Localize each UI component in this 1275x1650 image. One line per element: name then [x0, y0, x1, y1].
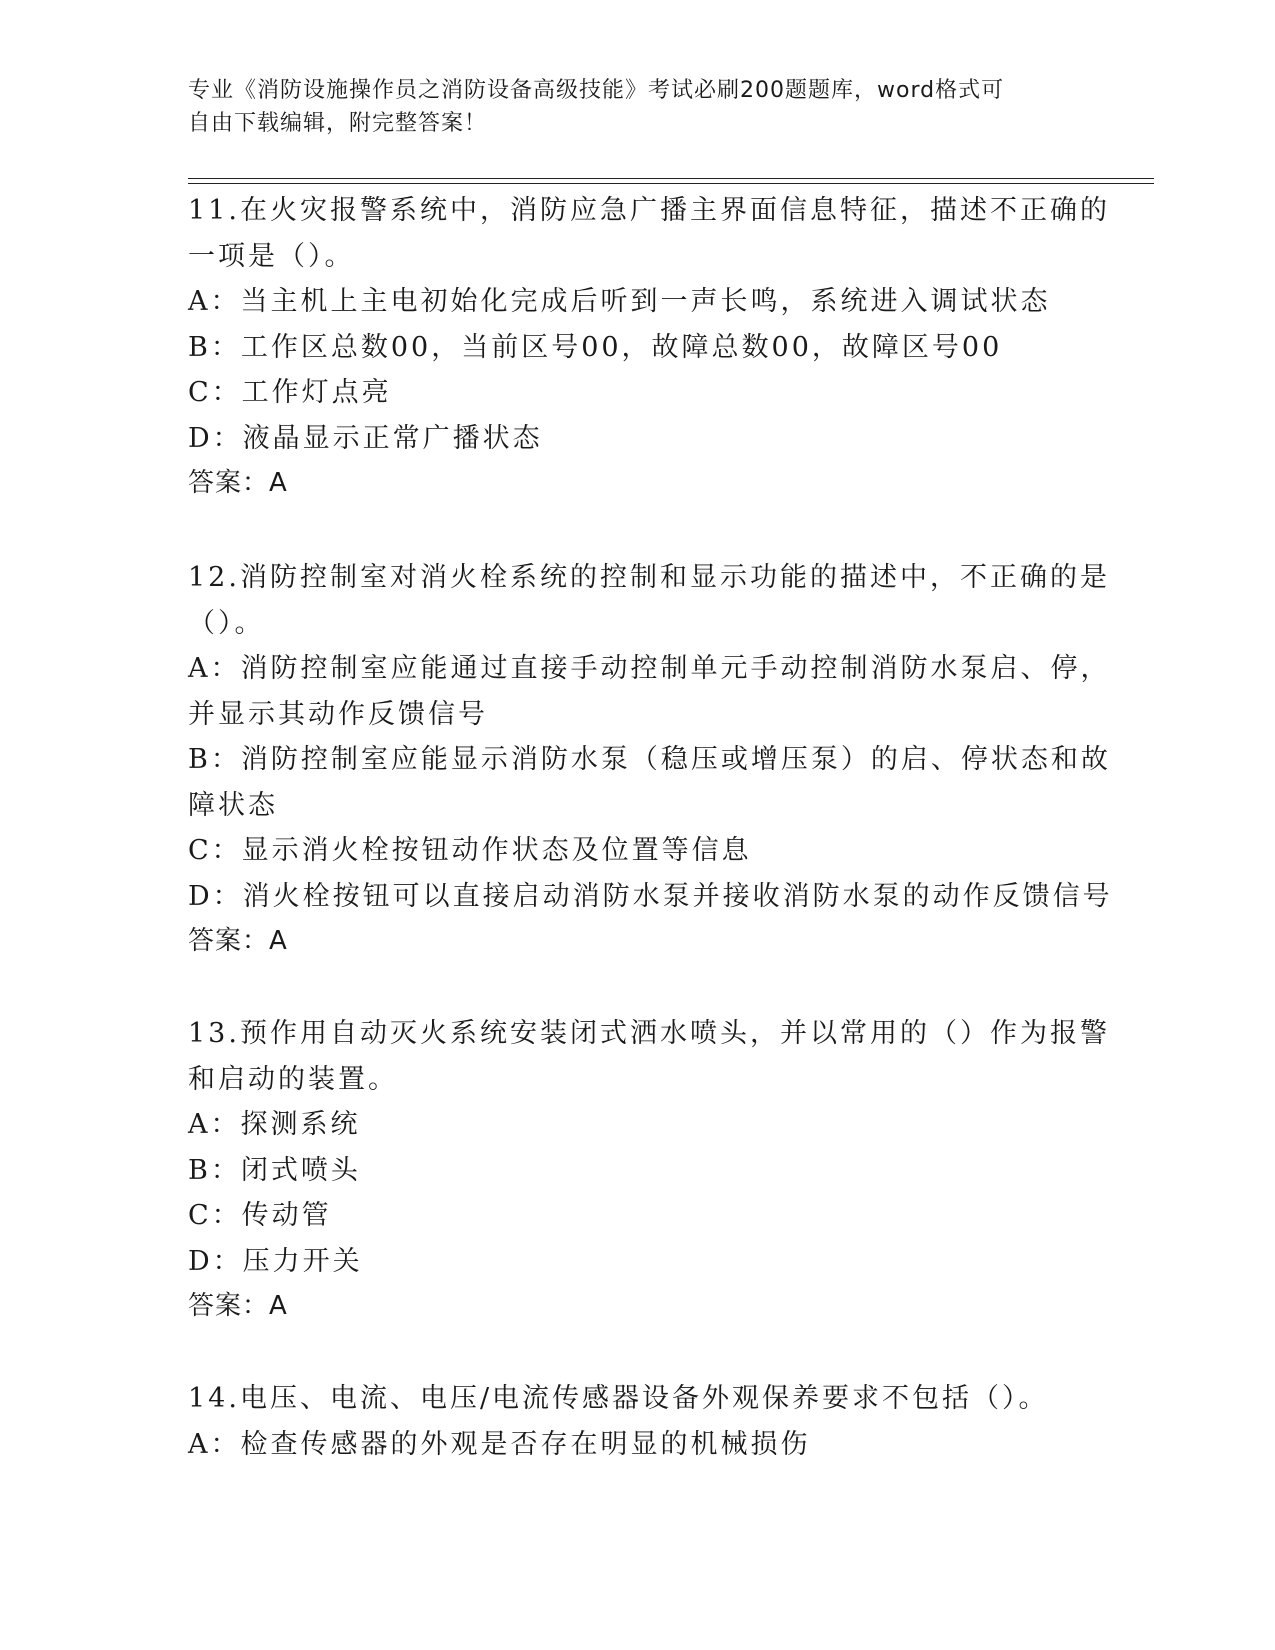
question-stem: 11.在火灾报警系统中，消防应急广播主界面信息特征，描述不正确的 [188, 195, 1110, 226]
question-stem: 一项是（）。 [188, 240, 355, 272]
option-a: A：当主机上主电初始化完成后听到一声长鸣，系统进入调试状态 [188, 286, 1051, 317]
option-d: D：液晶显示正常广播状态 [188, 422, 543, 454]
header-divider-top [188, 178, 1154, 179]
question-stem: 13.预作用自动灭火系统安装闭式洒水喷头，并以常用的（）作为报警 [188, 1018, 1110, 1049]
answer: 答案：A [188, 926, 288, 956]
question-13 [188, 1011, 1110, 1330]
option-c: C：显示消火栓按钮动作状态及位置等信息 [188, 835, 752, 866]
option-d: D：消火栓按钮可以直接启动消防水泵并接收消防水泵的动作反馈信号 [188, 880, 1113, 912]
option-a: A：探测系统 [188, 1109, 361, 1140]
question-stem: 和启动的装置。 [188, 1063, 398, 1095]
option-b: B：消防控制室应能显示消防水泵（稳压或增压泵）的启、停状态和故 [188, 744, 1111, 775]
question-stem: （）。 [188, 607, 265, 639]
question-12 [188, 555, 1113, 965]
header-line-1: 专业《消防设施操作员之消防设备高级技能》考试必刷200题题库，word格式可 [188, 78, 1005, 103]
question-14 [188, 1376, 1088, 1467]
option-a-continued: 并显示其动作反馈信号 [188, 698, 488, 730]
document-header [188, 74, 1088, 140]
question-stem: 14.电压、电流、电压/电流传感器设备外观保养要求不包括（）。 [188, 1383, 1049, 1414]
option-c: C：工作灯点亮 [188, 377, 392, 408]
option-a: A：消防控制室应能通过直接手动控制单元手动控制消防水泵启、停， [188, 653, 1111, 684]
option-b: B：工作区总数00，当前区号00，故障总数00，故障区号00 [188, 331, 1003, 363]
option-b-continued: 障状态 [188, 789, 278, 821]
option-a: A：检查传感器的外观是否存在明显的机械损伤 [188, 1428, 811, 1460]
header-line-2: 自由下载编辑，附完整答案！ [188, 111, 488, 136]
header-divider-bottom [188, 183, 1154, 184]
option-c: C：传动管 [188, 1200, 332, 1231]
answer: 答案：A [188, 468, 288, 498]
question-11 [188, 188, 1110, 507]
answer: 答案：A [188, 1291, 288, 1321]
option-b: B：闭式喷头 [188, 1154, 361, 1186]
question-stem: 12.消防控制室对消火栓系统的控制和显示功能的描述中，不正确的是 [188, 562, 1110, 593]
option-d: D：压力开关 [188, 1245, 363, 1277]
